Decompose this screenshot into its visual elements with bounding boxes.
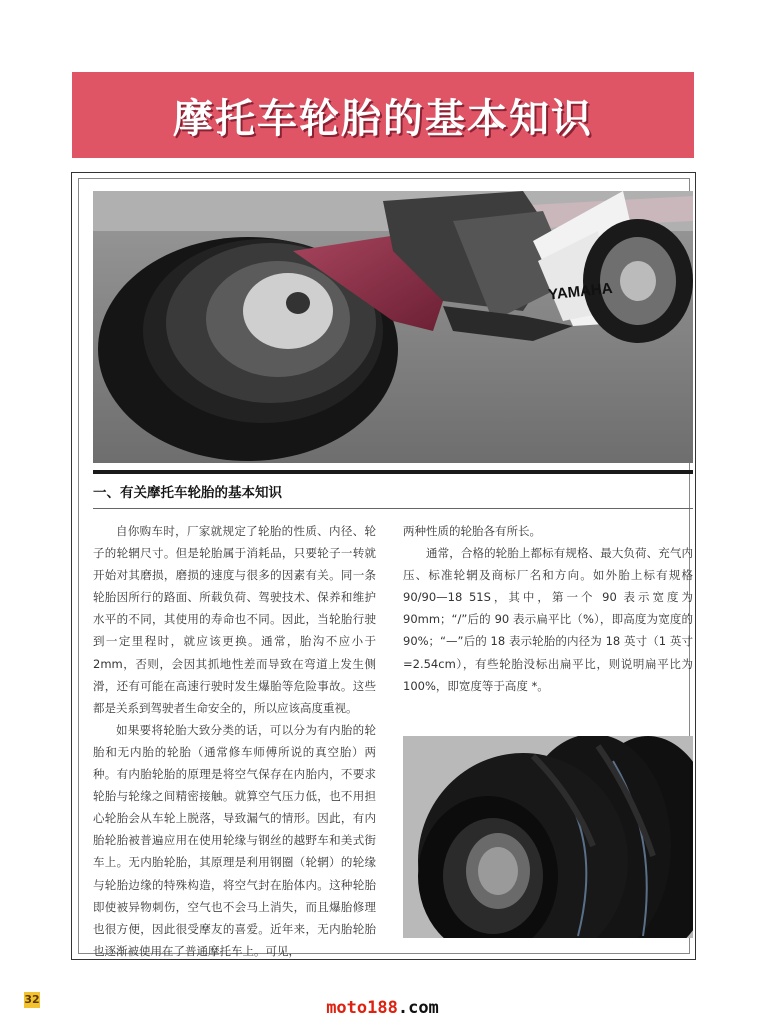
continued-line: 两种性质的轮胎各有所长。 [403,524,541,538]
body-paragraph: 自你购车时，厂家就规定了轮胎的性质、内径、轮子的轮辋尺寸。但是轮胎属于消耗品，只要轮子一转就开始对其磨损，磨损的速度与很多的因素有关。同一条轮胎因所行的路面、所载负荷、驾驶技术、保养和维护水平的不同，其使用的寿命也不同。因此，当轮胎行驶到一定里程时，就应该更换。通常，胎沟不应小于 2mm，否则，会因其抓地性差而导致在弯道上发生侧滑，还有可能在高速行驶时发生爆胎等危险事故。这些都是关系到驾驶者生命安全的，所以应该高度重视。 [93,524,376,715]
brand-domain-suffix: .com [397,998,439,1018]
section-rule-thin [93,508,693,509]
section-rule-thick [93,470,693,474]
motorcycle-photo [93,191,693,463]
brand-name: moto188 [326,998,398,1018]
page-title: 摩托车轮胎的基本知识 [173,95,593,142]
body-paragraph: 如果要将轮胎大致分类的话，可以分为有内胎的轮胎和无内胎的轮胎（通常修车师傅所说的真空胎）两种。有内胎轮胎的原理是将空气保存在内胎内，不要求轮胎与轮缘之间精密接触。就算空气压力低，也不用担心轮胎会从车轮上脱落，导致漏气的情形。因此，有内胎轮胎被普遍应用在使用轮缘与钢丝的越野车和美式街车上。无内胎轮胎，其原理是利用钢圈（轮辋）的轮缘与轮胎边缘的特殊构造，将空气封在胎体内。这种轮胎即使被异物刺伤，空气也不会马上消失，而且爆胎修理也很方便，因此很受摩友的喜爱。近年来，无内胎轮胎也逐渐被使用在了普通摩托车上。可见， [93,722,376,958]
section-heading: 一、有关摩托车轮胎的基本知识 [93,485,282,501]
title-banner [72,72,694,158]
body-column-right [403,520,693,697]
tires-photo [403,736,693,938]
yamaha-logo-text: YAMAHA [547,279,614,304]
page-number-badge: 32 [24,993,40,1006]
body-paragraph: 通常，合格的轮胎上都标有规格、最大负荷、充气内压、标准轮辋及商标厂名和方向。如外胎上标有规格 90/90—18 51S，其中，第一个 90 表示宽度为 90mm；“/”后的 90 表示扁平比（%），即高度为宽度的 90%；“—”后的 18 表示轮胎的内径为 18 英寸（1 英寸 =2.54cm），有些轮胎没标出扁平比，则说明扁平比为 100%，即宽度等于高度 *。 [403,546,693,693]
footer-brand [0,998,765,1018]
body-column-left [93,520,376,962]
